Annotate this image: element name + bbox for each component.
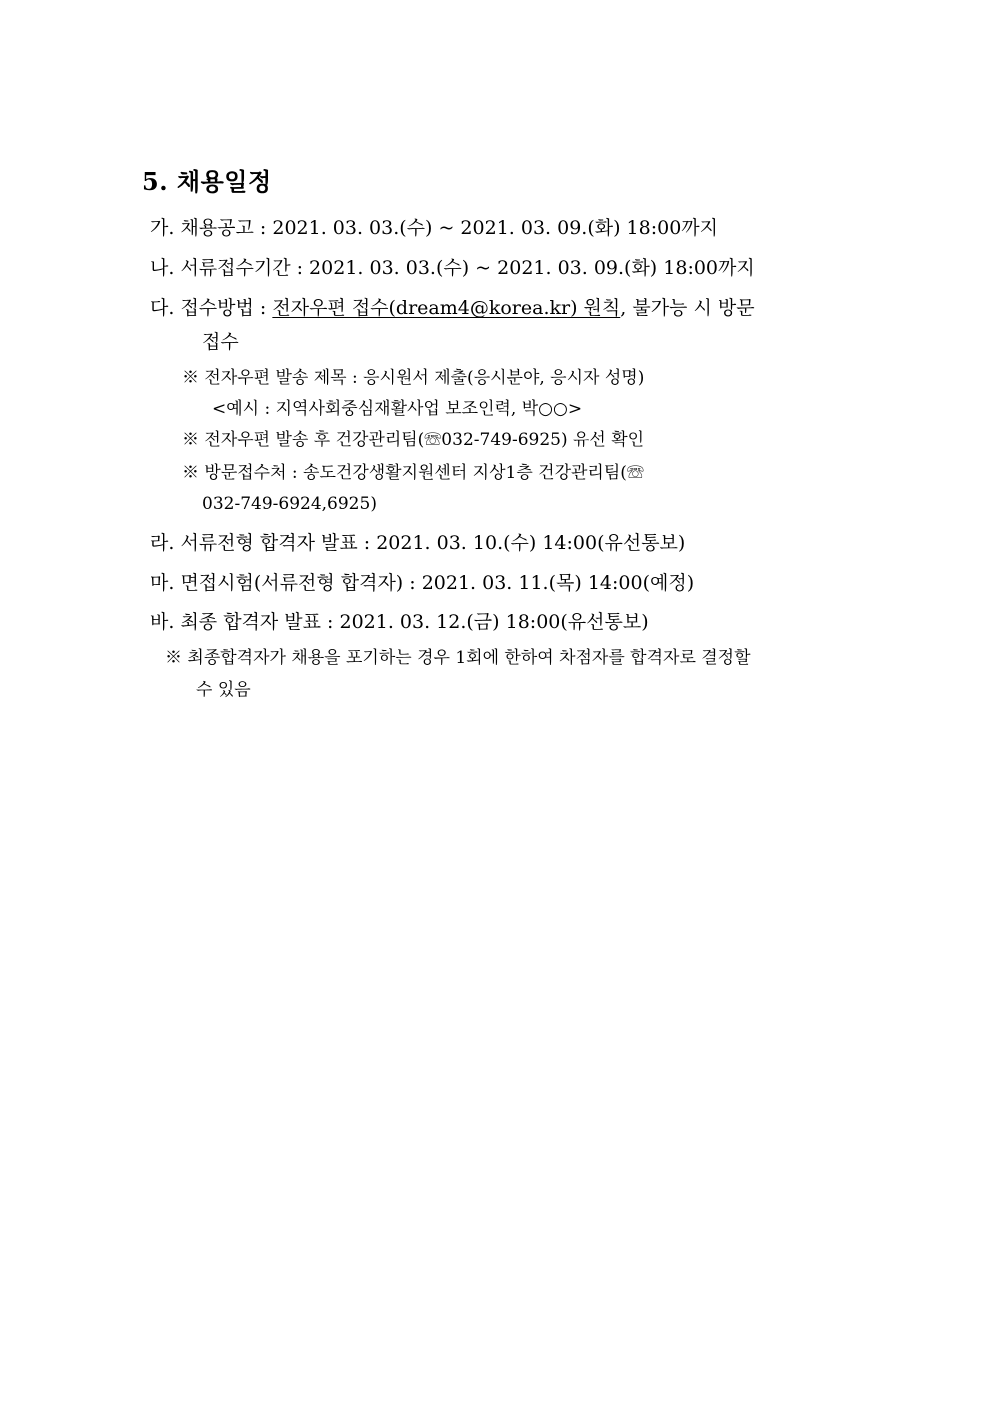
email-submission-link[interactable]: 전자우편 접수(dream4@korea.kr) 원칙 [272,297,621,319]
item-document-result [150,530,685,556]
item-text: 서류접수기간 : 2021. 03. 03.(수) ~ 2021. 03. 09.(화) 18:00까지 [180,257,755,279]
item-final-result [150,609,649,635]
item-prefix: 다. [150,297,175,319]
item-prefix: 라. [150,532,175,554]
note-phone-confirm: ※ 전자우편 발송 후 건강관리팀(☏032-749-6925) 유선 확인 [182,430,645,450]
section-heading: 5. 채용일정 [142,167,272,196]
note-visit-location-cont: 032-749-6924,6925) [202,494,377,514]
item-prefix: 바. [150,611,175,633]
item-prefix: 나. [150,257,175,279]
item-prefix: 마. [150,572,175,594]
item-recruitment-notice [150,215,718,241]
item-text: 채용공고 : 2021. 03. 03.(수) ~ 2021. 03. 09.(화) 18:00까지 [180,217,719,239]
item-prefix: 가. [150,217,175,239]
note-visit-location: ※ 방문접수처 : 송도건강생활지원센터 지상1층 건강관리팀(☏ [182,463,644,483]
item-interview [150,570,694,596]
final-note-cont: 수 있음 [196,680,251,700]
note-email-subject: ※ 전자우편 발송 제목 : 응시원서 제출(응시분야, 응시자 성명) [182,368,645,388]
item-text: 최종 합격자 발표 : 2021. 03. 12.(금) 18:00(유선통보) [180,611,649,633]
item-text-rest: , 불가능 시 방문 [620,297,755,319]
item-label: 접수방법 : [180,297,273,319]
item-text: 면접시험(서류전형 합격자) : 2021. 03. 11.(목) 14:00(예정) [180,572,695,594]
item-submission-method-cont: 접수 [202,331,239,353]
item-text: 서류전형 합격자 발표 : 2021. 03. 10.(수) 14:00(유선통보) [180,532,686,554]
item-document-submission-period [150,255,755,281]
note-email-example: <예시 : 지역사회중심재활사업 보조인력, 박○○> [212,399,583,419]
final-note: ※ 최종합격자가 채용을 포기하는 경우 1회에 한하여 차점자를 합격자로 결정할 [165,648,751,668]
item-submission-method [150,295,755,321]
